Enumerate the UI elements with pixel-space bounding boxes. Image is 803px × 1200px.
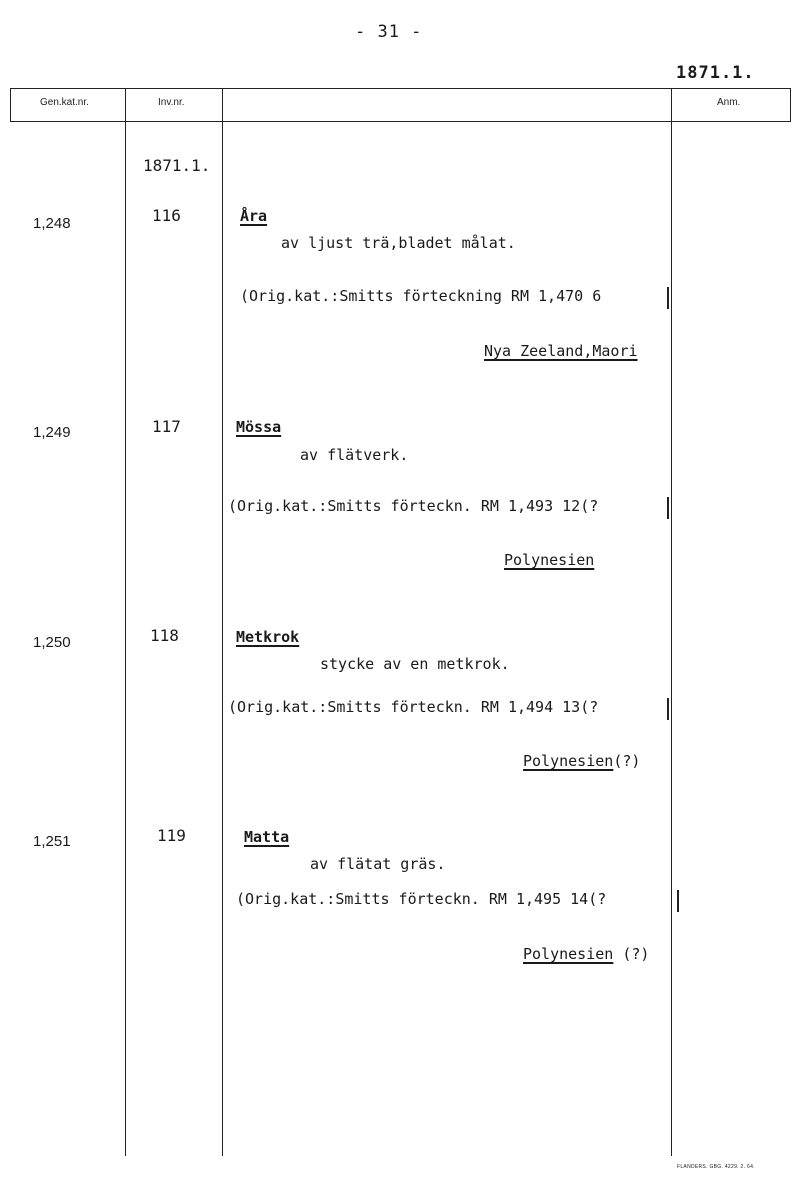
entry-reference: (Orig.kat.:Smitts förteckning RM 1,470 6 xyxy=(240,287,602,305)
entry-title: Matta xyxy=(244,828,290,846)
reference-closing-bracket xyxy=(677,890,679,912)
table-header-rule xyxy=(10,121,791,122)
reference-closing-bracket xyxy=(667,287,669,309)
entry-description: av flätverk. xyxy=(300,446,409,464)
reference-closing-bracket xyxy=(667,497,669,519)
column-header-inv-nr: Inv.nr. xyxy=(158,97,185,108)
entry-reference: (Orig.kat.:Smitts förteckn. RM 1,495 14(? xyxy=(236,890,607,908)
entry-region: Polynesien xyxy=(504,551,595,569)
gen-kat-number: 1,251 xyxy=(33,833,71,850)
entry-description: stycke av en metkrok. xyxy=(320,655,510,673)
reference-closing-bracket xyxy=(667,698,669,720)
inv-number: 117 xyxy=(152,417,181,436)
inv-number: 118 xyxy=(150,626,179,645)
entry-description: av flätat gräs. xyxy=(310,855,446,873)
column-header-gen-kat-nr: Gen.kat.nr. xyxy=(40,97,89,108)
entry-region: Polynesien(?) xyxy=(523,752,641,770)
entry-title: Mössa xyxy=(236,418,282,436)
entry-reference: (Orig.kat.:Smitts förteckn. RM 1,493 12(? xyxy=(228,497,599,515)
section-year: 1871.1. xyxy=(143,156,211,175)
table-top-rule xyxy=(10,88,791,89)
table-left-border xyxy=(10,88,11,122)
inv-number: 119 xyxy=(157,826,186,845)
page-number: - 31 - xyxy=(355,22,423,42)
entry-title: Åra xyxy=(240,207,268,225)
entry-description: av ljust trä,bladet målat. xyxy=(281,234,516,252)
table-right-border xyxy=(790,88,791,122)
catalog-year-heading: 1871.1. xyxy=(676,63,755,83)
gen-kat-number: 1,250 xyxy=(33,634,71,651)
gen-kat-number: 1,248 xyxy=(33,215,71,232)
column-divider-text-anm xyxy=(671,88,672,1156)
column-header-anm: Anm. xyxy=(717,97,741,108)
entry-reference: (Orig.kat.:Smitts förteckn. RM 1,494 13(? xyxy=(228,698,599,716)
entry-region: Polynesien (?) xyxy=(523,945,650,963)
column-divider-inv-text xyxy=(222,88,223,1156)
inv-number: 116 xyxy=(152,206,181,225)
printer-imprint: FLANDERS. GBG. 4229. 2. 64. xyxy=(677,1164,755,1170)
column-divider-gen-inv xyxy=(125,88,126,1156)
entry-region: Nya Zeeland,Maori xyxy=(484,342,638,360)
gen-kat-number: 1,249 xyxy=(33,424,71,441)
entry-title: Metkrok xyxy=(236,628,300,646)
